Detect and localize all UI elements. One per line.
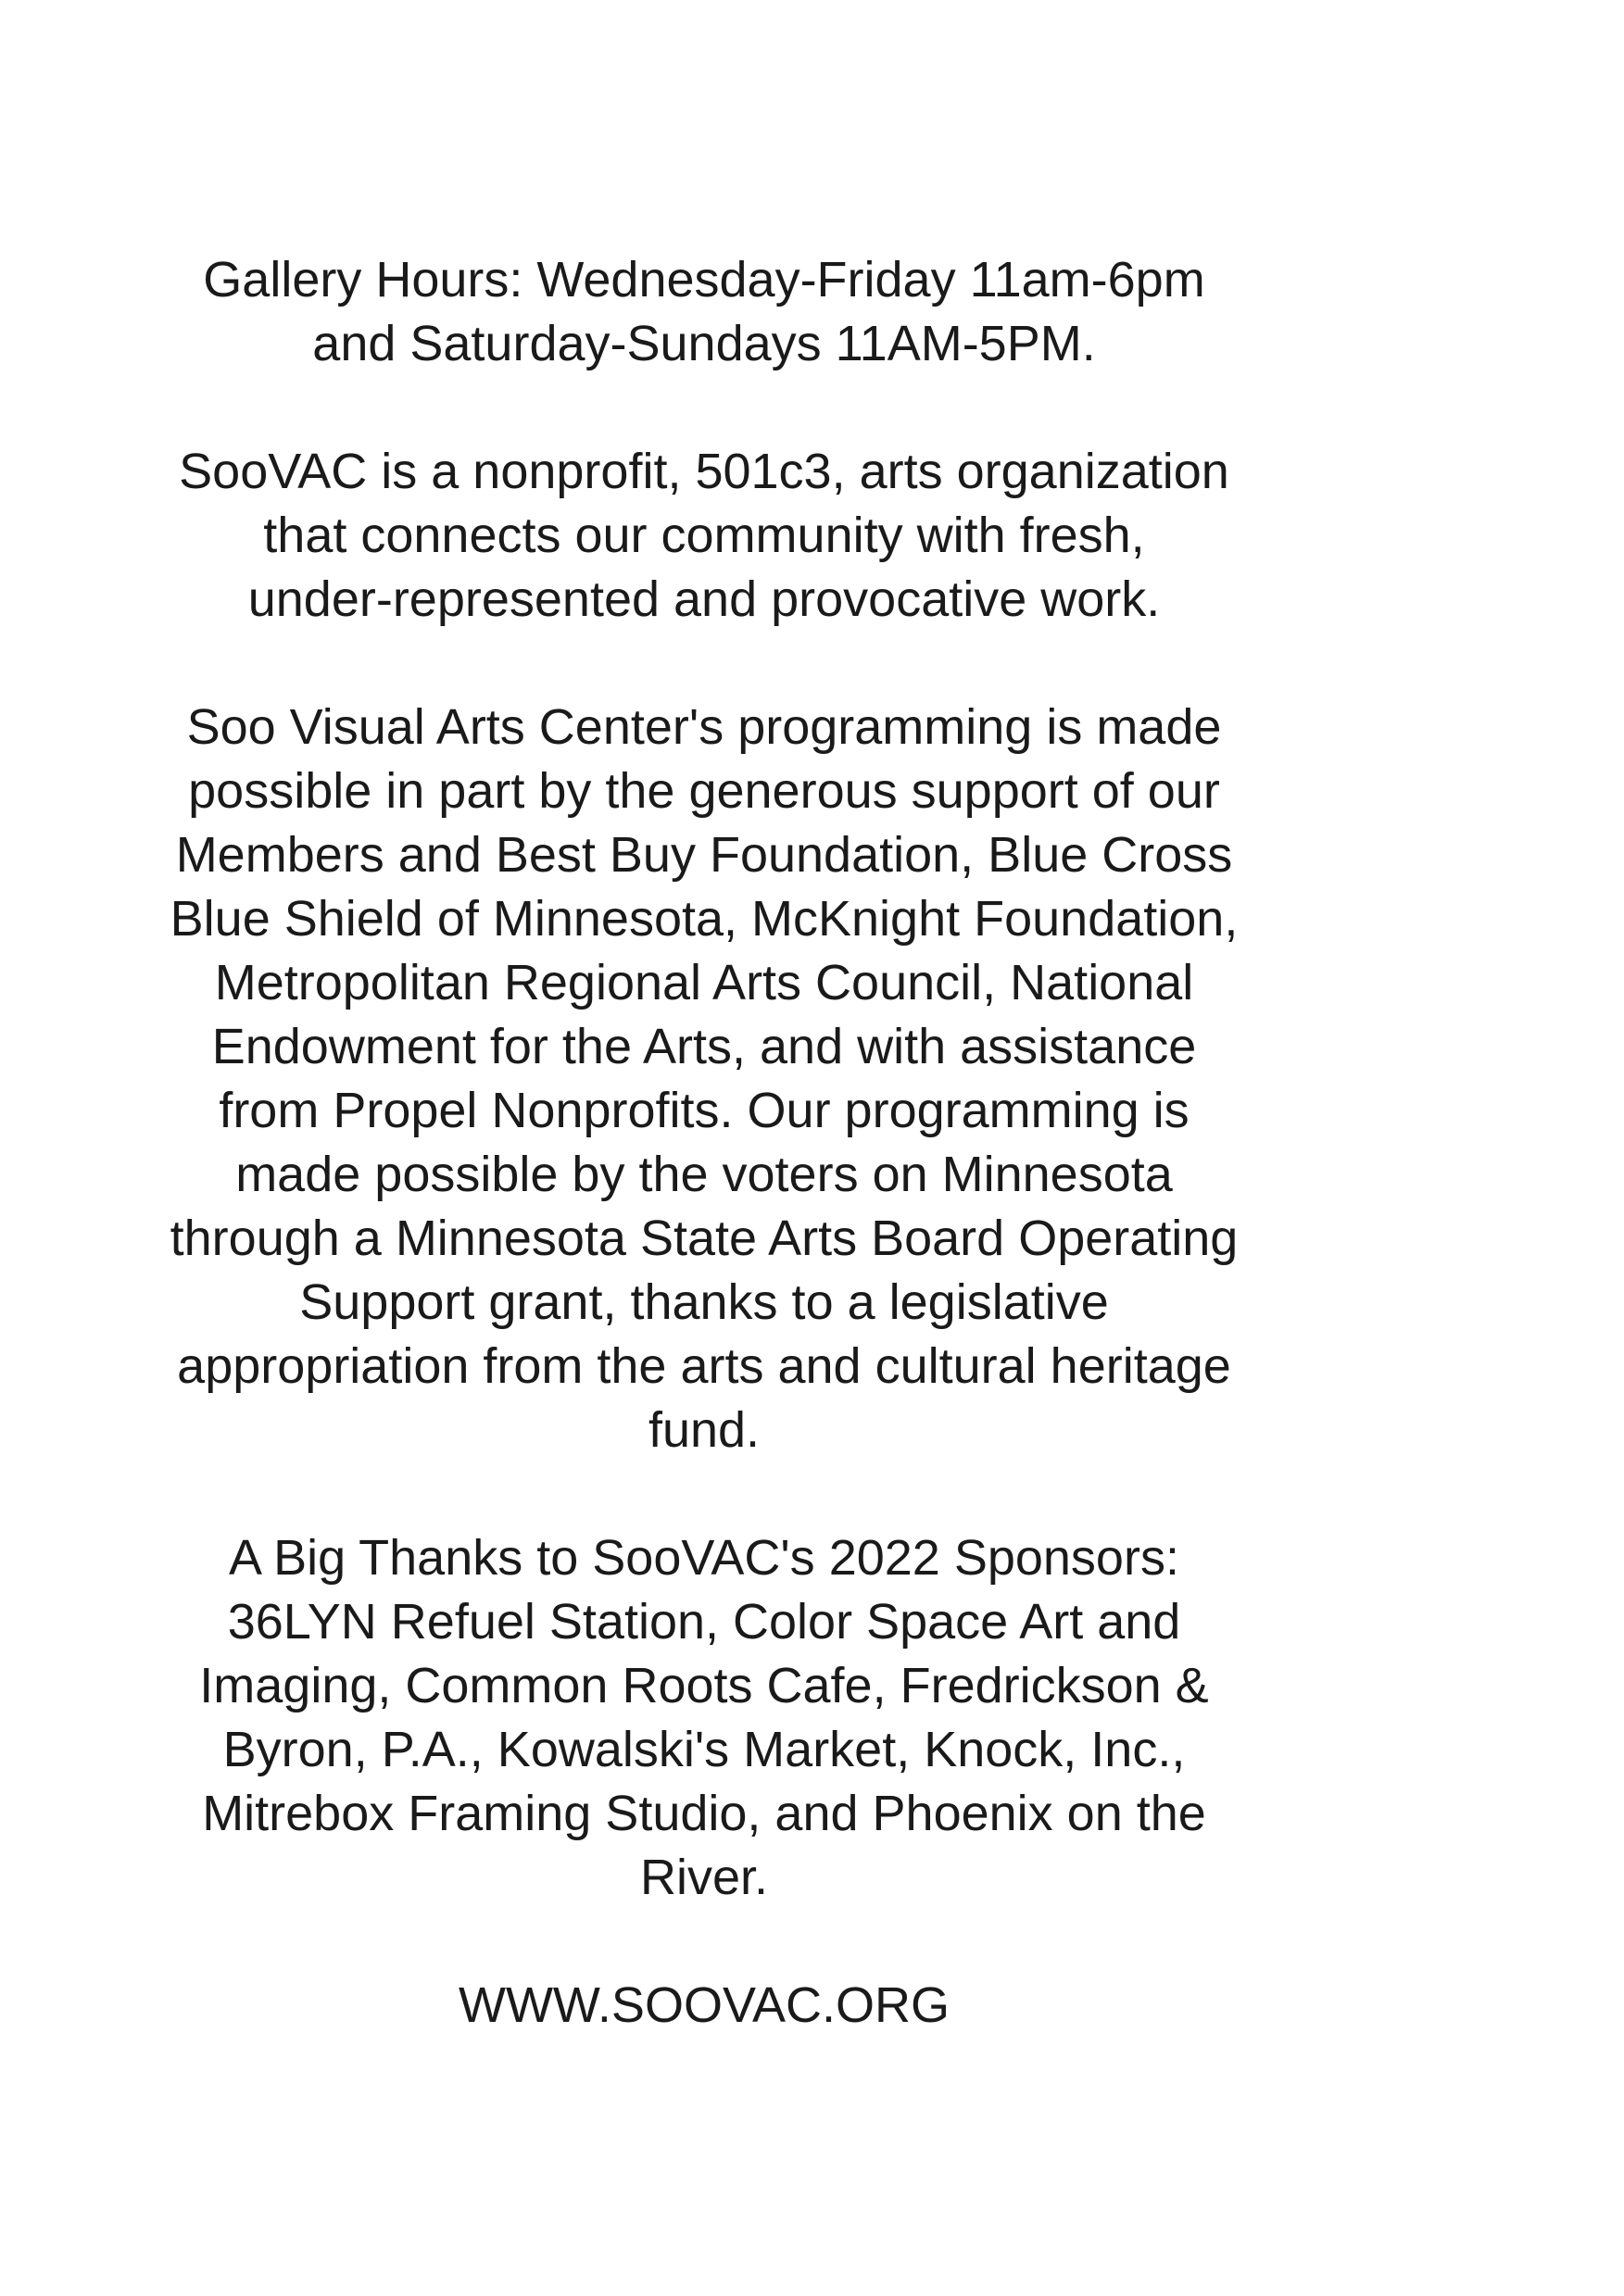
sponsors-line: Byron, P.A., Kowalski's Market, Knock, Inc., xyxy=(222,1722,1186,1777)
support-line: fund. xyxy=(648,1402,761,1458)
support-paragraph xyxy=(120,696,1288,1462)
support-line: possible in part by the generous support of our xyxy=(188,763,1220,819)
support-line: Endowment for the Arts, and with assistance xyxy=(211,1019,1197,1074)
sponsors-paragraph xyxy=(120,1526,1288,1910)
website-url[interactable]: WWW.SOOVAC.ORG xyxy=(459,1977,950,2033)
support-line: Support grant, thanks to a legislative xyxy=(299,1274,1109,1330)
gallery-hours-line: and Saturday-Sundays 11AM-5PM. xyxy=(312,316,1096,371)
support-line: appropriation from the arts and cultural heritage xyxy=(177,1338,1231,1394)
mission-line: SooVAC is a nonprofit, 501c3, arts organization xyxy=(179,444,1229,499)
document-body xyxy=(120,248,1288,2102)
mission-line: under-represented and provocative work. xyxy=(247,571,1161,627)
support-line: Metropolitan Regional Arts Council, National xyxy=(214,955,1194,1010)
website-paragraph xyxy=(120,1974,1288,2038)
sponsors-line: Imaging, Common Roots Cafe, Fredrickson & xyxy=(199,1658,1209,1713)
sponsors-line: Mitrebox Framing Studio, and Phoenix on the xyxy=(202,1786,1206,1841)
support-line: made possible by the voters on Minnesota xyxy=(235,1147,1173,1202)
support-line: through a Minnesota State Arts Board Operating xyxy=(170,1211,1239,1266)
support-line: Members and Best Buy Foundation, Blue Cross xyxy=(175,827,1233,883)
support-line: Blue Shield of Minnesota, McKnight Foundation, xyxy=(170,891,1239,947)
sponsors-line: 36LYN Refuel Station, Color Space Art and xyxy=(227,1594,1181,1650)
gallery-hours-paragraph xyxy=(120,248,1288,376)
support-line: Soo Visual Arts Center's programming is made xyxy=(186,699,1222,755)
gallery-hours-line: Gallery Hours: Wednesday-Friday 11am-6pm xyxy=(203,252,1205,307)
sponsors-line: A Big Thanks to SooVAC's 2022 Sponsors: xyxy=(229,1530,1179,1586)
mission-line: that connects our community with fresh, xyxy=(263,508,1145,563)
support-line: from Propel Nonprofits. Our programming is xyxy=(219,1083,1190,1138)
sponsors-line: River. xyxy=(639,1850,769,1905)
mission-paragraph xyxy=(120,440,1288,632)
